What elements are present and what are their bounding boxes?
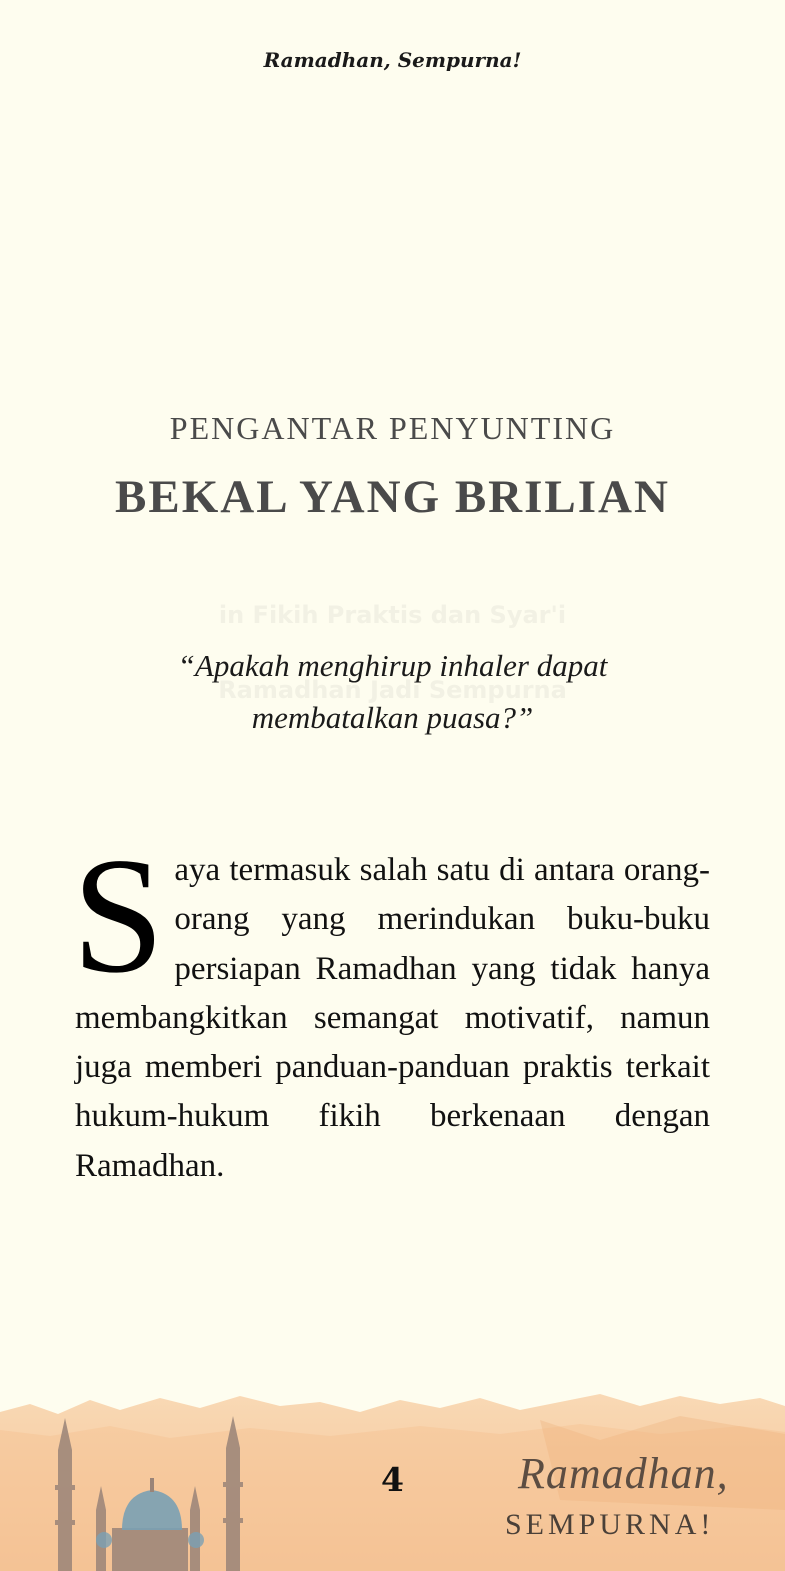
chapter-title: BEKAL YANG BRILIAN (115, 471, 670, 523)
watermark-text-line: Ramadhan Jadi Sempurna (218, 676, 567, 704)
body-paragraph (72, 823, 710, 1191)
brand-caps-text: SEMPURNA! (505, 1508, 715, 1541)
drop-cap: S (72, 823, 165, 1007)
watermark-text-line: in Fikih Praktis dan Syar'i (218, 601, 567, 629)
brand-script-text: Ramadhan, (518, 1449, 729, 1498)
running-header: Ramadhan, Sempurna! (263, 48, 522, 72)
brand-logo (500, 1448, 740, 1548)
pull-quote: “Apakah menghirup inhaler dapat membatalkan puasa?” (177, 648, 608, 735)
paragraph-text: aya termasuk salah satu di antara orang-orang yang merindukan buku-buku persiapan Ramadhan yang tidak hanya membangkitkan semangat motivatif, namun juga memberi panduan-panduan praktis terkait hukum-hukum fikih berkenaan dengan Ramadhan. (75, 852, 710, 1184)
page-number: 4 (381, 1460, 404, 1499)
section-eyebrow: PENGANTAR PENYUNTING (169, 410, 616, 446)
